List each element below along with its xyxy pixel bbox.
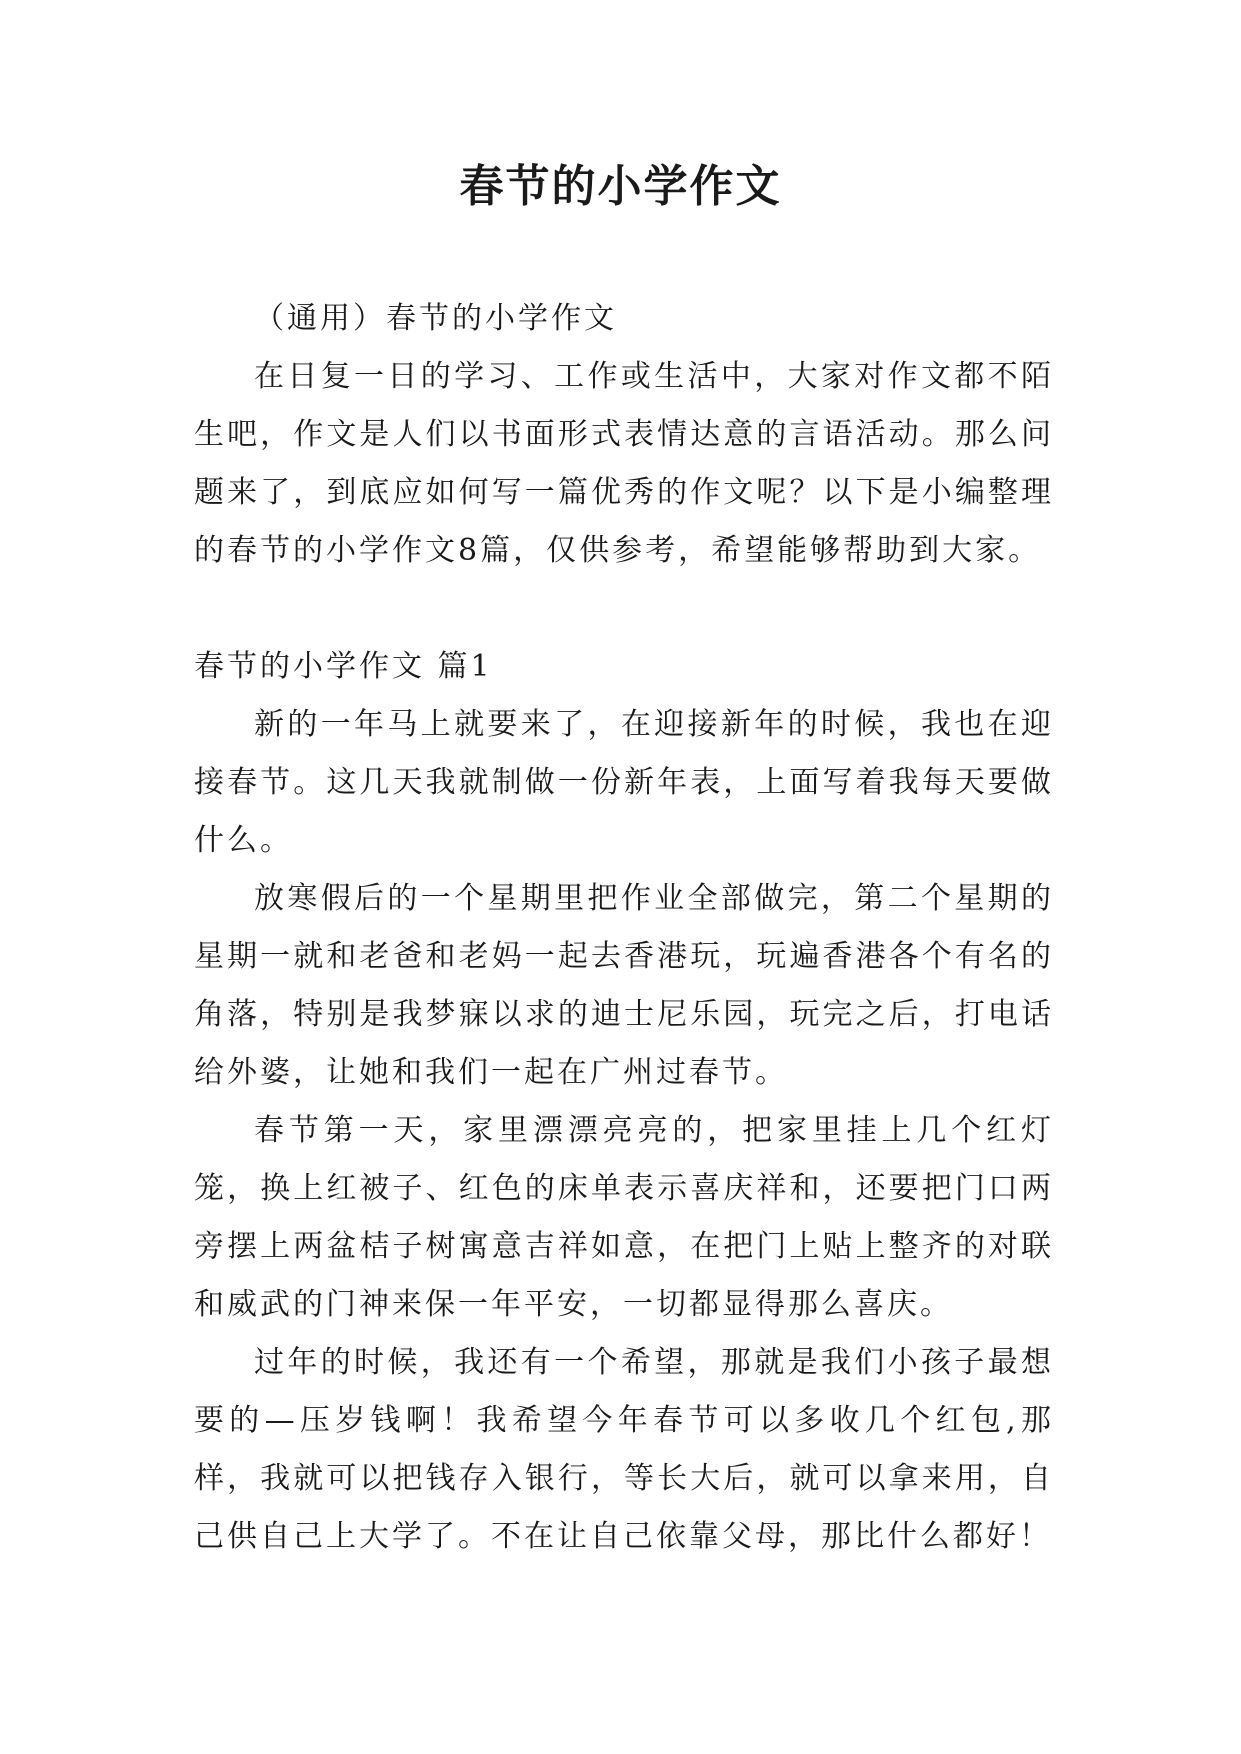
body-paragraph: 新的一年马上就要来了，在迎接新年的时候，我也在迎接春节。这几天我就制做一份新年表，上面写着我每天要做什么。 [194, 707, 1054, 858]
document-subtitle: （通用）春节的小学作文 [254, 301, 617, 336]
section-heading: 春节的小学作文 篇1 [194, 649, 493, 684]
body-paragraph: 过年的时候，我还有一个希望，那就是我们小孩子最想要的—压岁钱啊！我希望今年春节可以多收几个红包,那样，我就可以把钱存入银行，等长大后，就可以拿来用，自己供自己上大学了。不在让自己依靠父母，那比什么都好！ [194, 1345, 1054, 1554]
document-body [194, 290, 1054, 1566]
body-paragraph: 放寒假后的一个星期里把作业全部做完，第二个星期的星期一就和老爸和老妈一起去香港玩，玩遍香港各个有名的角落，特别是我梦寐以求的迪士尼乐园，玩完之后，打电话给外婆，让她和我们一起在广州过春节。 [194, 881, 1054, 1090]
page-title: 春节的小学作文 [459, 161, 782, 212]
intro-paragraph: 在日复一日的学习、工作或生活中，大家对作文都不陌生吧，作文是人们以书面形式表情达意的言语活动。那么问题来了，到底应如何写一篇优秀的作文呢？以下是小编整理的春节的小学作文8篇，仅供参考，希望能够帮助到大家。 [194, 359, 1054, 568]
body-paragraph: 春节第一天，家里漂漂亮亮的，把家里挂上几个红灯笼，换上红被子、红色的床单表示喜庆祥和，还要把门口两旁摆上两盆桔子树寓意吉祥如意，在把门上贴上整齐的对联和威武的门神来保一年平安，一切都显得那么喜庆。 [194, 1113, 1054, 1322]
